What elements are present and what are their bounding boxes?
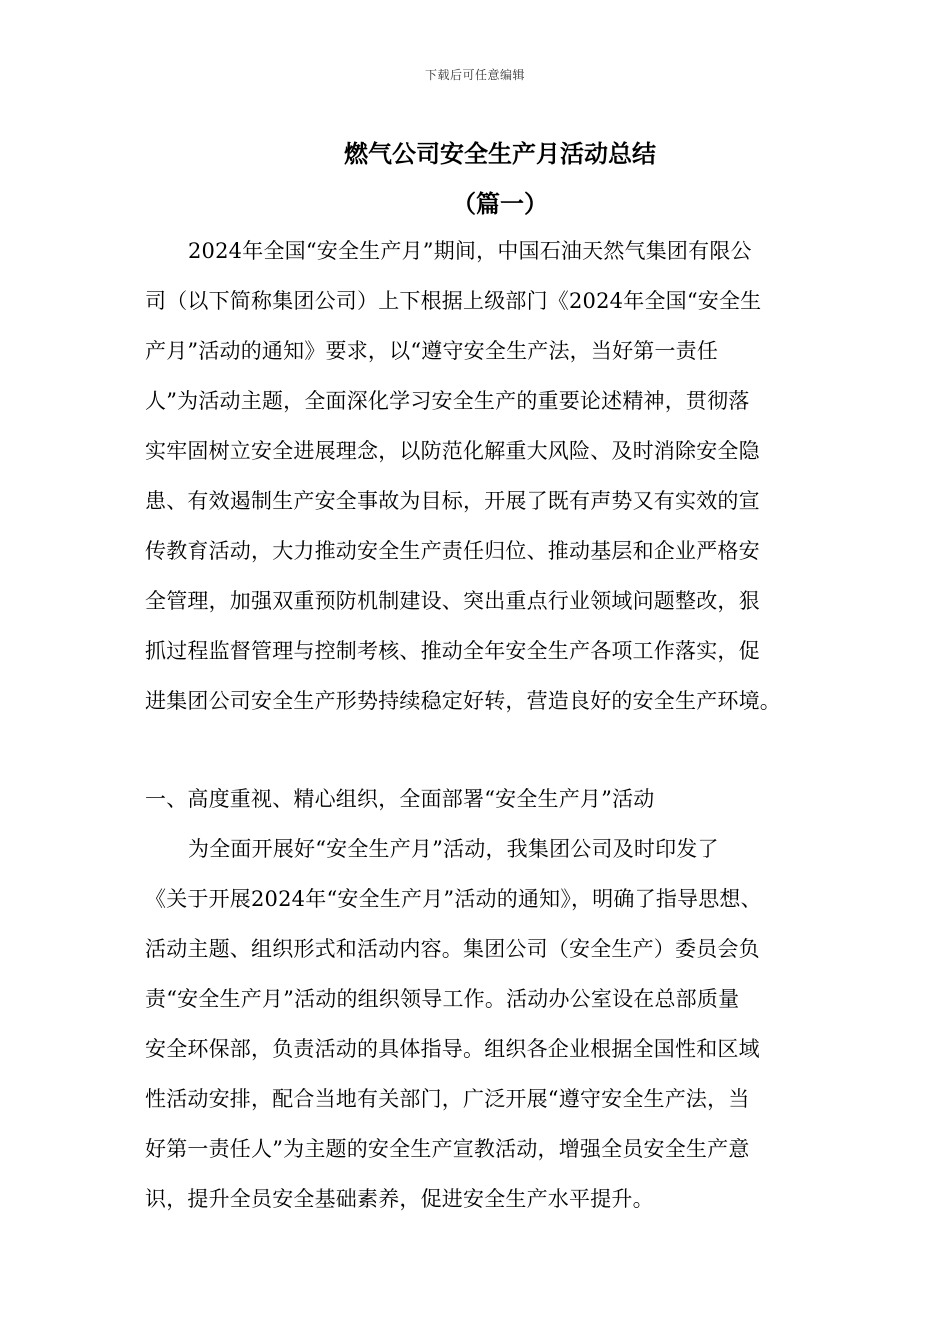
section1-line-2: 《关于开展2024年“安全生产月”活动的通知》，明确了指导思想、 [145,887,762,911]
intro-line-1: 2024年全国“安全生产月”期间，中国石油天然气集团有限公 [188,239,752,263]
intro-line-10: 进集团公司安全生产形势持续稳定好转，营造良好的安全生产环境。 [145,689,781,713]
section1-line-7: 好第一责任人”为主题的安全生产宣教活动，增强全员安全生产意 [145,1137,750,1161]
document-title: 燃气公司安全生产月活动总结 [344,140,656,168]
intro-line-7: 传教育活动，大力推动安全生产责任归位、推动基层和企业严格安 [145,539,760,563]
section1-line-3: 活动主题、组织形式和活动内容。集团公司（安全生产）委员会负 [145,937,760,961]
section1-line-4: 责“安全生产月”活动的组织领导工作。活动办公室设在总部质量 [145,987,740,1011]
section1-line-5: 安全环保部，负责活动的具体指导。组织各企业根据全国性和区域 [145,1037,760,1061]
intro-line-5: 实牢固树立安全进展理念，以防范化解重大风险、及时消除安全隐 [145,439,760,463]
intro-line-3: 产月”活动的通知》要求，以“遵守安全生产法，当好第一责任 [145,339,719,363]
intro-line-6: 患、有效遏制生产安全事故为目标，开展了既有声势又有实效的宣 [145,489,760,513]
section1-line-1: 为全面开展好“安全生产月”活动，我集团公司及时印发了 [188,837,719,861]
section1-line-8: 识，提升全员安全基础素养，促进安全生产水平提升。 [145,1187,654,1211]
header-note: 下载后可任意编辑 [424,68,525,82]
intro-line-9: 抓过程监督管理与控制考核、推动全年安全生产各项工作落实，促 [145,639,760,663]
intro-line-8: 全管理，加强双重预防机制建设、突出重点行业领域问题整改，狠 [145,589,760,613]
document-subtitle: （篇一） [452,190,548,218]
intro-line-4: 人”为活动主题，全面深化学习安全生产的重要论述精神，贯彻落 [145,389,750,413]
section1-heading: 一、高度重视、精心组织，全面部署“安全生产月”活动 [145,787,655,811]
intro-line-2: 司（以下简称集团公司）上下根据上级部门《2024年全国“安全生 [145,289,762,313]
section1-line-6: 性活动安排，配合当地有关部门，广泛开展“遵守安全生产法，当 [145,1087,750,1111]
